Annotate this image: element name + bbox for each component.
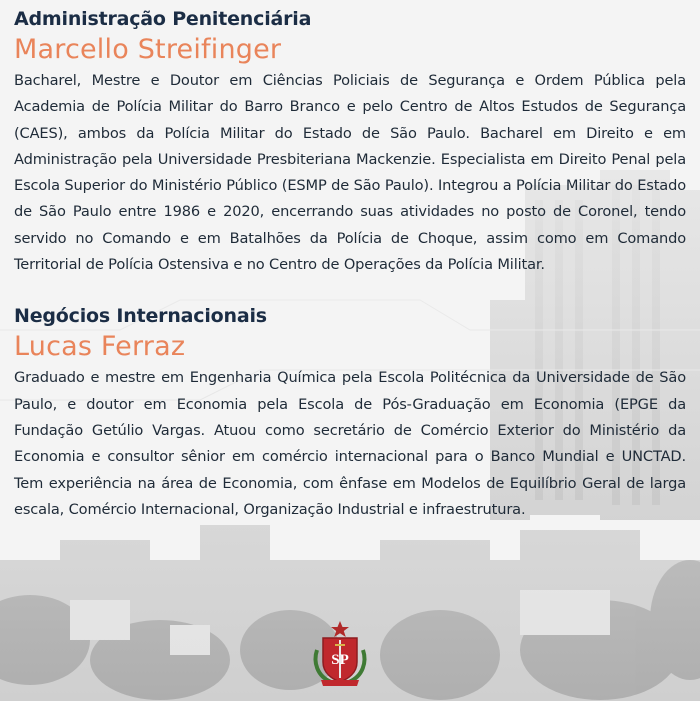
person-name: Lucas Ferraz (14, 331, 186, 363)
content-area (14, 6, 686, 523)
section-title: Negócios Internacionais (14, 305, 267, 328)
profile-block-penitentiary (14, 6, 686, 278)
svg-text:SP: SP (331, 652, 349, 668)
sao-paulo-coat-of-arms-icon (311, 620, 369, 690)
person-bio: Graduado e mestre em Engenharia Química pela Escola Politécnica da Universidade de São Paulo, e doutor em Economia pela Escola de Pós-Graduação em Economia (EPGE da Fundação Getúlio Vargas. Atuou como secretário de Comércio Exterior do Ministério da Economia e consultor sênior em comércio internacional para o Banco Mundial e UNCTAD. Tem experiência na área de Economia, com ênfase em Modelos de Equilíbrio Geral de larga escala, Comércio Internacional, Organização Industrial e infraestrutura. (14, 369, 686, 518)
section-title: Administração Penitenciária (14, 8, 312, 30)
profile-block-international-business (14, 303, 686, 523)
person-bio: Bacharel, Mestre e Doutor em Ciências Policiais de Segurança e Ordem Pública pela Academia de Polícia Militar do Barro Branco e pelo Centro de Altos Estudos de Segurança (CAES), ambos da Polícia Militar do Estado de São Paulo. Bacharel em Direito e em Administração pela Universidade Presbiteriana Mackenzie. Especialista em Direito Penal pela Escola Superior do Ministério Público (ESMP de São Paulo). Integrou a Polícia Militar do Estado de São Paulo entre 1986 e 2020, encerrando suas atividades no posto de Coronel, tendo servido no Comando e em Batalhões da Polícia de Choque, assim como em Comando Territorial de Polícia Ostensiva e no Centro de Operações da Polícia Militar. (14, 72, 686, 274)
person-name: Marcello Streifinger (14, 34, 282, 65)
